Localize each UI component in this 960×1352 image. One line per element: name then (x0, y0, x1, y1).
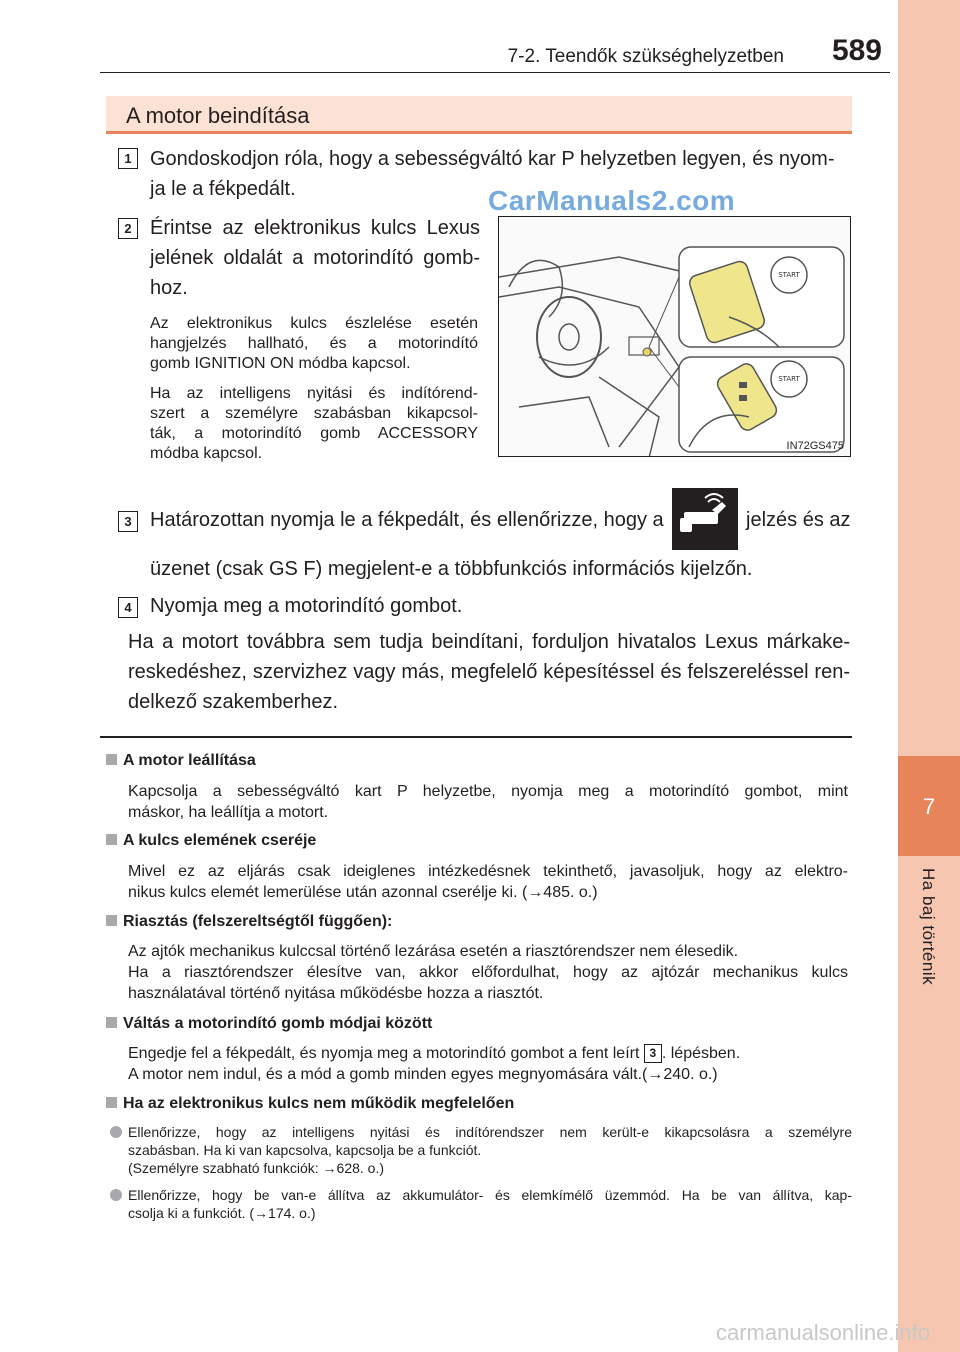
watermark-carmanuals2: CarManuals2.com (488, 185, 736, 216)
chapter-title: 7-2. Teendők szükséghelyzetben (507, 46, 784, 67)
chapter-number-tab (898, 756, 960, 856)
note-2-line-2: nikus kulcs elemét lemerülése után azonnal cserélje ki. (→485. o.) (128, 884, 598, 901)
followup-line-2: reskedéshez, szervizhez vagy más, megfelelő képesítéssel és felszereléssel ren- (128, 661, 850, 683)
step-1-line-1: Gondoskodjon róla, hogy a sebességváltó kar P helyzetben legyen, és nyom- (150, 148, 835, 170)
svg-text:START: START (778, 375, 800, 383)
bullet-icon (110, 1126, 122, 1138)
step-1-line-2: ja le a fékpedált. (150, 178, 296, 200)
note-1-line-2: máskor, ha leállítja a motort. (128, 804, 329, 821)
note-3-line-1: Az ajtók mechanikus kulccsal történő lezárása esetén a riasztórendszer nem élesedik. (128, 943, 739, 960)
note-5-bullet-1-line-2: szabásban. Ha ki van kapcsolva, kapcsolja be a funkciót. (128, 1142, 482, 1158)
step-number-1: 1 (118, 148, 138, 169)
step-2-note-2-line-1: Ha az intelligens nyitási és indítórend- (150, 385, 478, 402)
step-2-line-1: Érintse az elektronikus kulcs Lexus (150, 217, 480, 239)
note-marker-icon (106, 834, 117, 845)
watermark-carmanualsonline: carmanualsonline.info (715, 1320, 930, 1345)
header-rule (100, 72, 890, 73)
page-number: 589 (831, 34, 882, 67)
step-2-note-2-line-2: szert a személyre szabásban kikapcsol- (150, 405, 478, 422)
chapter-label: Ha baj történik (919, 868, 938, 986)
note-2-line-1: Mivel ez az eljárás csak ideiglenes intézkedésnek tekinthető, javasoljuk, hogy az elektro- (128, 863, 848, 880)
note-4-line-1: Engedje fel a fékpedált, és nyomja meg a motorindító gombot a fent leírt 3 . lépésben. (128, 1045, 741, 1062)
side-tab-strip (898, 0, 960, 1352)
note-5-bullet-1-line-1: Ellenőrizze, hogy az intelligens nyitási és indítórendszer nem került-e kikapcsolásra a személyre (128, 1124, 852, 1140)
note-5-bullet-2-line-2: csolja ki a funkciót. (→174. o.) (128, 1205, 316, 1221)
figure-code: IN72GS475 (786, 440, 844, 452)
bullet-icon (110, 1189, 122, 1201)
followup-line-3: delkező szakemberhez. (128, 691, 339, 713)
section-divider (100, 736, 852, 738)
chapter-label-tab (898, 868, 960, 1018)
section-title-bar (106, 96, 852, 134)
note-5-bullet-1-line-3: (Személyre szabható funkciók: →628. o.) (128, 1160, 385, 1176)
note-marker-icon (106, 1017, 117, 1028)
step-3-line-1-start: Határozottan nyomja le a fékpedált, és ellenőrizze, hogy a (150, 509, 664, 531)
note-heading-key-malfunction: Ha az elektronikus kulcs nem működik megfelelően (106, 1095, 514, 1113)
step-2-note-1-line-3: gomb IGNITION ON módba kapcsol. (150, 355, 411, 372)
step-2-note-2-line-3: ták, a motorindító gomb ACCESSORY (150, 425, 478, 442)
step-reference-3: 3 (644, 1044, 662, 1063)
step-number-3: 3 (118, 511, 138, 532)
note-heading-alarm: Riasztás (felszereltségtől függően): (106, 913, 392, 931)
svg-text:START: START (778, 271, 800, 279)
section-title: A motor beindítása (126, 103, 310, 128)
note-5-bullet-2-line-1: Ellenőrizze, hogy be van-e állítva az akkumulátor- és elemkímélő üzemmód. Ha be van állítva, kap- (128, 1187, 852, 1203)
note-heading-engine-stop: A motor leállítása (106, 752, 256, 770)
note-3-line-3: használatával történő nyitása működésbe hozza a riasztót. (128, 985, 544, 1002)
step-4-line-1: Nyomja meg a motorindító gombot. (150, 595, 463, 617)
note-marker-icon (106, 1097, 117, 1108)
brake-key-indicator-icon (672, 488, 738, 550)
illustration-drawing (499, 217, 851, 457)
step-2-line-2: jelének oldalát a motorindító gomb- (150, 247, 480, 269)
chapter-number: 7 (922, 794, 936, 819)
step-3-line-1-end: jelzés és az (746, 509, 851, 531)
step-2-line-3: hoz. (150, 277, 188, 299)
note-marker-icon (106, 754, 117, 765)
engine-start-illustration (498, 216, 851, 457)
step-number-2: 2 (118, 218, 138, 239)
note-4-line-2: A motor nem indul, és a mód a gomb minden egyes megnyomására vált.(→240. o.) (128, 1066, 718, 1083)
note-heading-key-battery: A kulcs elemének cseréje (106, 832, 316, 850)
note-1-line-1: Kapcsolja a sebességváltó kart P helyzetbe, nyomja meg a motorindító gombot, mint (128, 783, 848, 800)
note-heading-mode-switch: Váltás a motorindító gomb módjai között (106, 1015, 432, 1033)
note-3-line-2: Ha a riasztórendszer élesítve van, akkor előfordulhat, hogy az ajtózár mechanikus kulcs (128, 964, 848, 981)
step-number-4: 4 (118, 597, 138, 618)
step-2-note-2-line-4: módba kapcsol. (150, 445, 263, 462)
step-2-note-1-line-1: Az elektronikus kulcs észlelése esetén (150, 315, 478, 332)
step-2-note-1-line-2: hangjelzés hallható, és a motorindító (150, 335, 478, 352)
note-marker-icon (106, 915, 117, 926)
followup-line-1: Ha a motort továbbra sem tudja beindítani, forduljon hivatalos Lexus márkake- (128, 631, 850, 653)
step-3-line-2: üzenet (csak GS F) megjelent-e a többfunkciós információs kijelzőn. (150, 558, 753, 580)
